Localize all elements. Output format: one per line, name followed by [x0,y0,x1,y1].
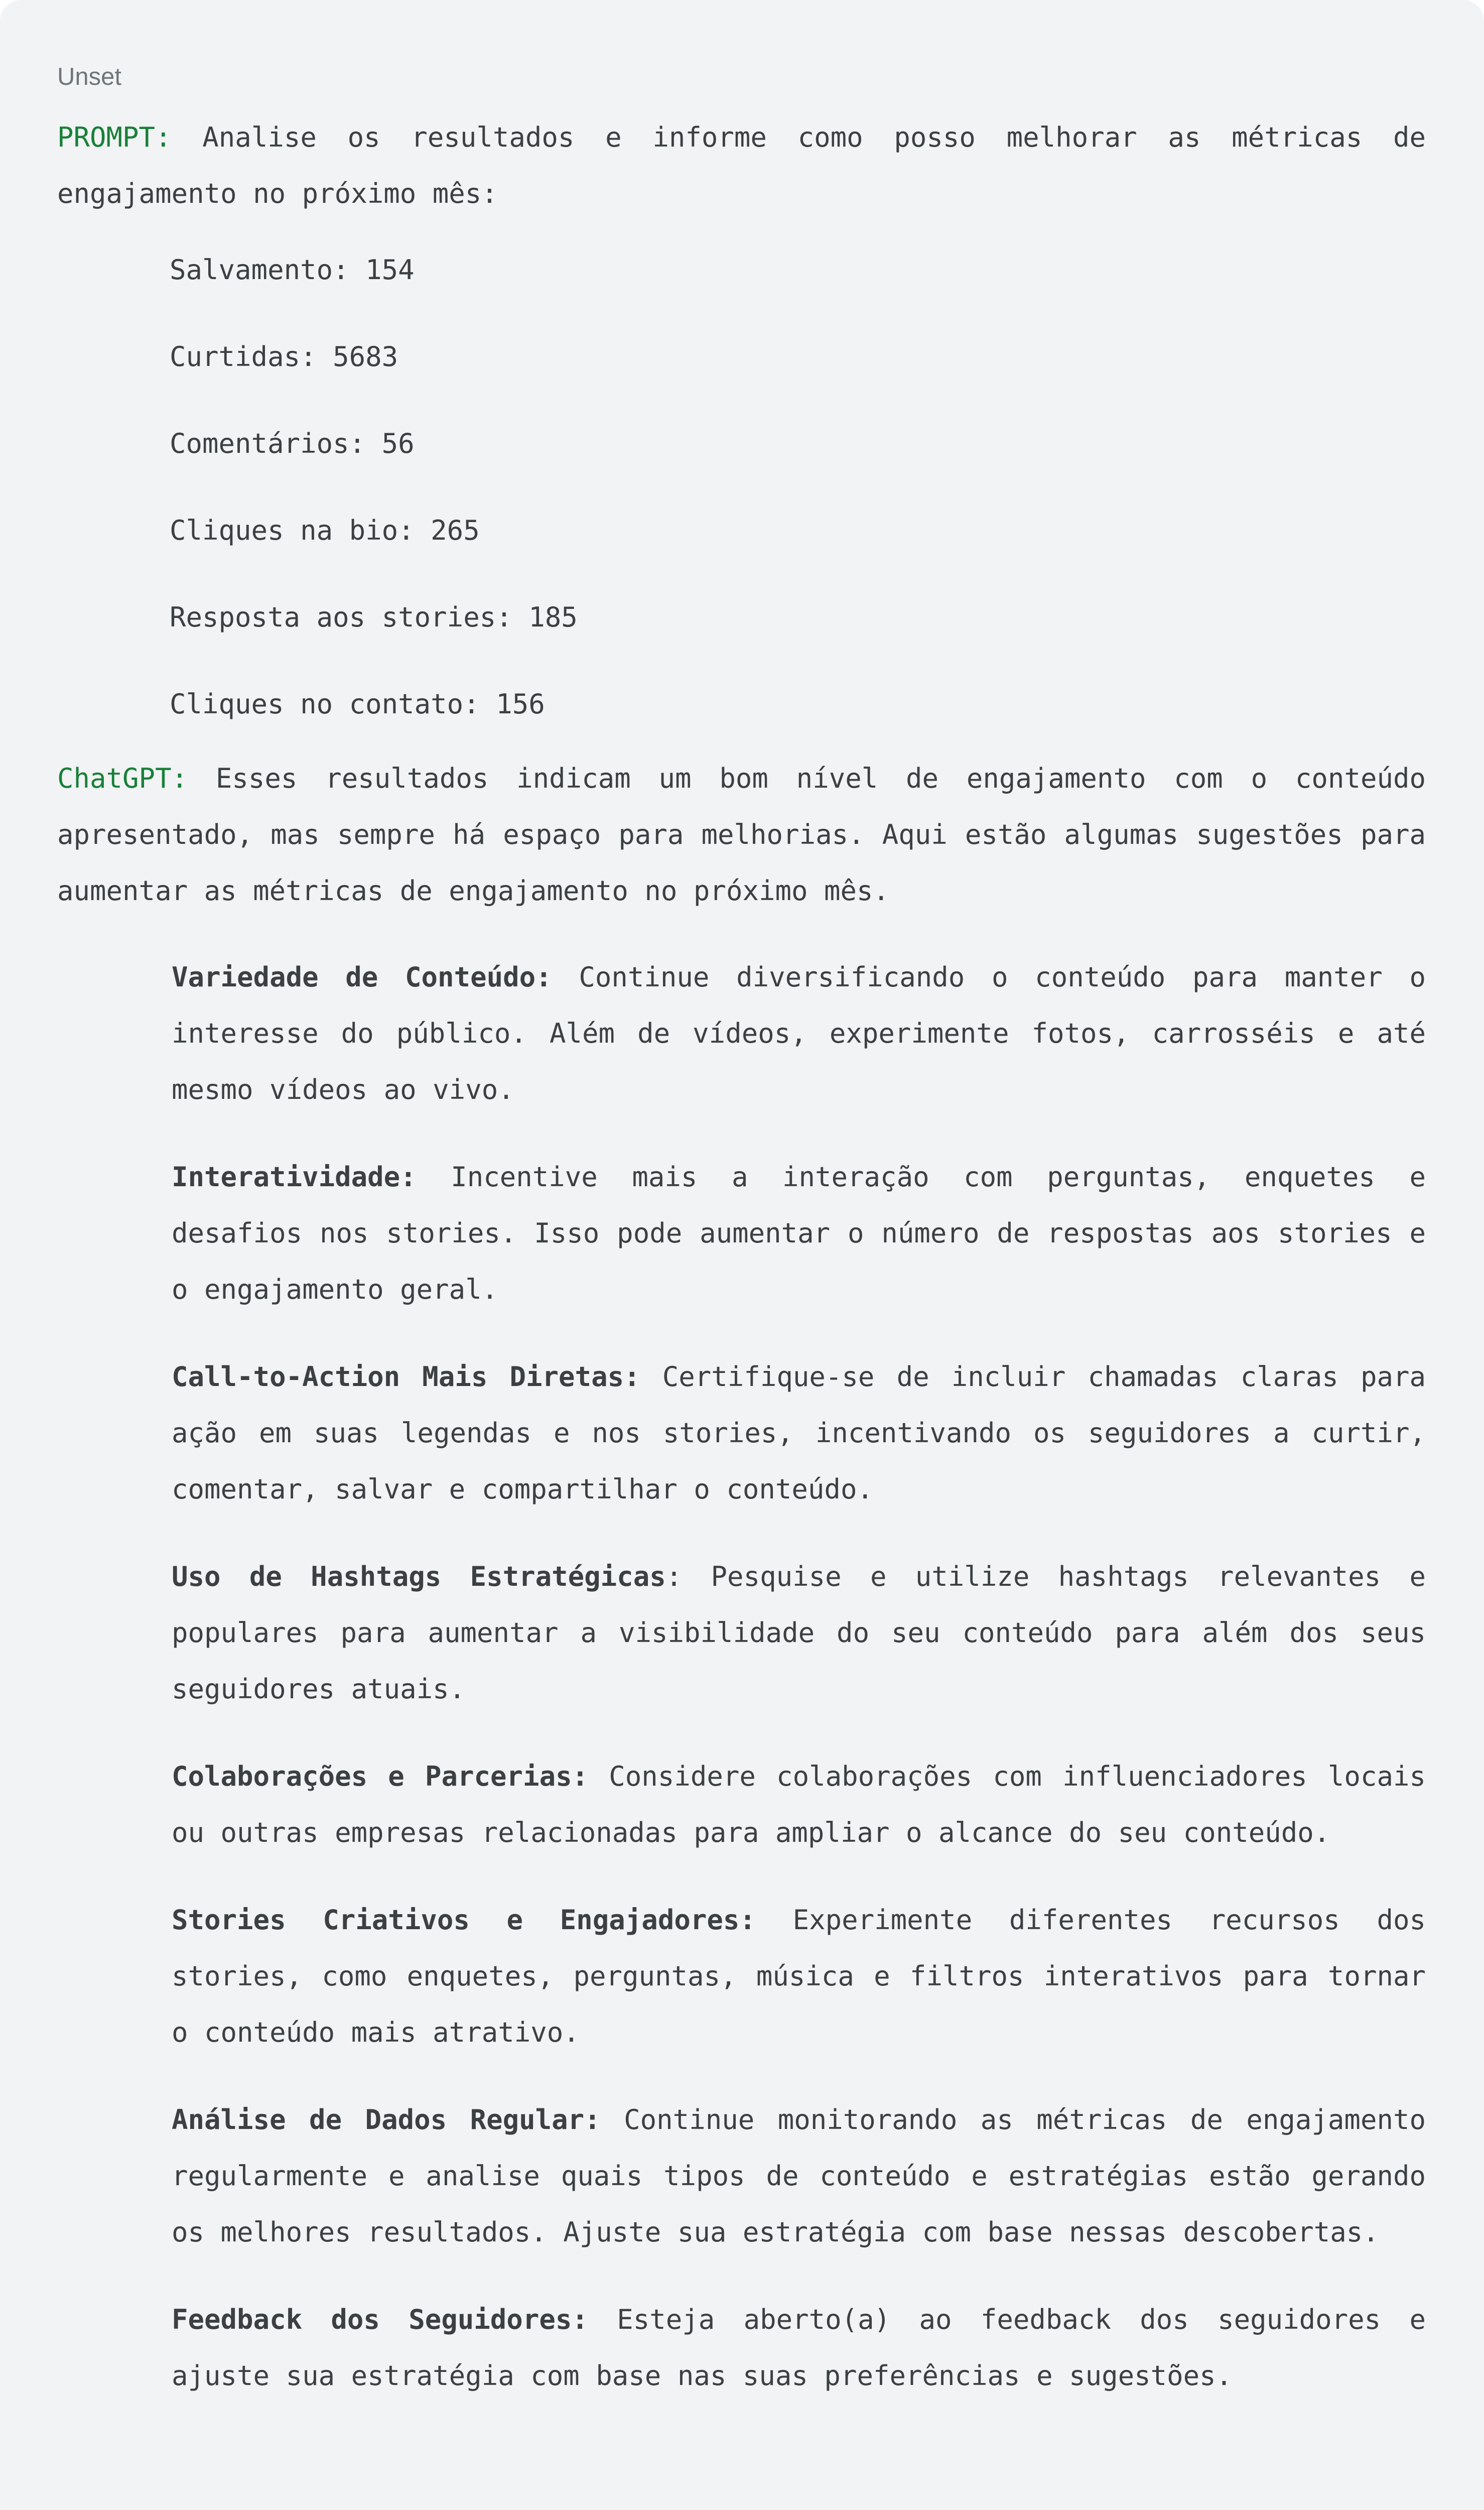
suggestion-title: Uso de Hashtags Estratégicas [172,1561,666,1592]
suggestion-text: Esteja aberto(a) ao feedback dos seguidores e ajuste sua estratégia com base nas suas preferências e sugestões. [172,2304,1426,2392]
answer-text: Esses resultados indicam um bom nível de engajamento com o conteúdo apresentado, mas sempre há espaço para melhorias. Aqui estão algumas sugestões para aumentar as métricas de engajamento no próximo mês. [57,763,1426,907]
suggestion-title: Interatividade: [172,1161,417,1193]
metric-item: Comentários: 56 [170,428,415,459]
prompt-text: Analise os resultados e informe como posso melhorar as métricas de engajamento no próximo mês: [57,121,1426,209]
prompt-paragraph [57,109,1426,222]
suggestion-item [172,2092,1426,2261]
suggestion-item [172,949,1426,1118]
suggestion-title: Variedade de Conteúdo: [172,961,552,993]
code-language-label: Unset [57,63,122,90]
suggestion-text: Incentive mais a interação com perguntas, enquetes e desafios nos stories. Isso pode aumentar o número de respostas aos stories e o engajamento geral. [172,1161,1426,1305]
suggestion-item [172,1549,1426,1717]
suggestion-title: Call-to-Action Mais Diretas: [172,1361,640,1393]
metrics-list [170,242,1426,732]
suggestion-item [172,1349,1426,1518]
suggestion-text: Continue monitorando as métricas de engajamento regularmente e analise quais tipos de conteúdo e estratégias estão gerando os melhores resultados. Ajuste sua estratégia com base nessas descobertas. [172,2104,1426,2248]
metric-item: Curtidas: 5683 [170,341,398,372]
prompt-label: PROMPT: [57,121,172,153]
suggestion-text: : Pesquise e utilize hashtags relevantes e populares para aumentar a visibilidade do seu conteúdo para além dos seus seguidores atuais. [172,1561,1426,1705]
metric-item: Cliques no contato: 156 [170,688,545,720]
suggestion-title: Feedback dos Seguidores: [172,2304,588,2335]
suggestions-list [172,949,1426,2404]
metric-item: Cliques na bio: 265 [170,515,480,546]
suggestion-text: Considere colaborações com influenciadores locais ou outras empresas relacionadas para ampliar o alcance do seu conteúdo. [172,1761,1426,1848]
suggestion-item [172,2292,1426,2404]
suggestion-title: Stories Criativos e Engajadores: [172,1904,756,1936]
answer-paragraph [57,750,1426,919]
suggestion-text: Experimente diferentes recursos dos stories, como enquetes, perguntas, música e filtros interativos para tornar o conteúdo mais atrativo. [172,1904,1426,2048]
suggestion-text: Continue diversificando o conteúdo para manter o interesse do público. Além de vídeos, experimente fotos, carrosséis e até mesmo vídeos ao vivo. [172,961,1426,1105]
metric-item: Resposta aos stories: 185 [170,601,578,633]
suggestion-title: Análise de Dados Regular: [172,2104,601,2136]
suggestion-text: Certifique-se de incluir chamadas claras para ação em suas legendas e nos stories, incentivando os seguidores a curtir, comentar, salvar e compartilhar o conteúdo. [172,1361,1426,1505]
metric-item: Salvamento: 154 [170,254,415,286]
suggestion-item [172,1748,1426,1861]
suggestion-title: Colaborações e Parcerias: [172,1761,589,1792]
answer-label: ChatGPT: [57,763,188,794]
suggestion-item [172,1892,1426,2061]
suggestion-item [172,1149,1426,1318]
